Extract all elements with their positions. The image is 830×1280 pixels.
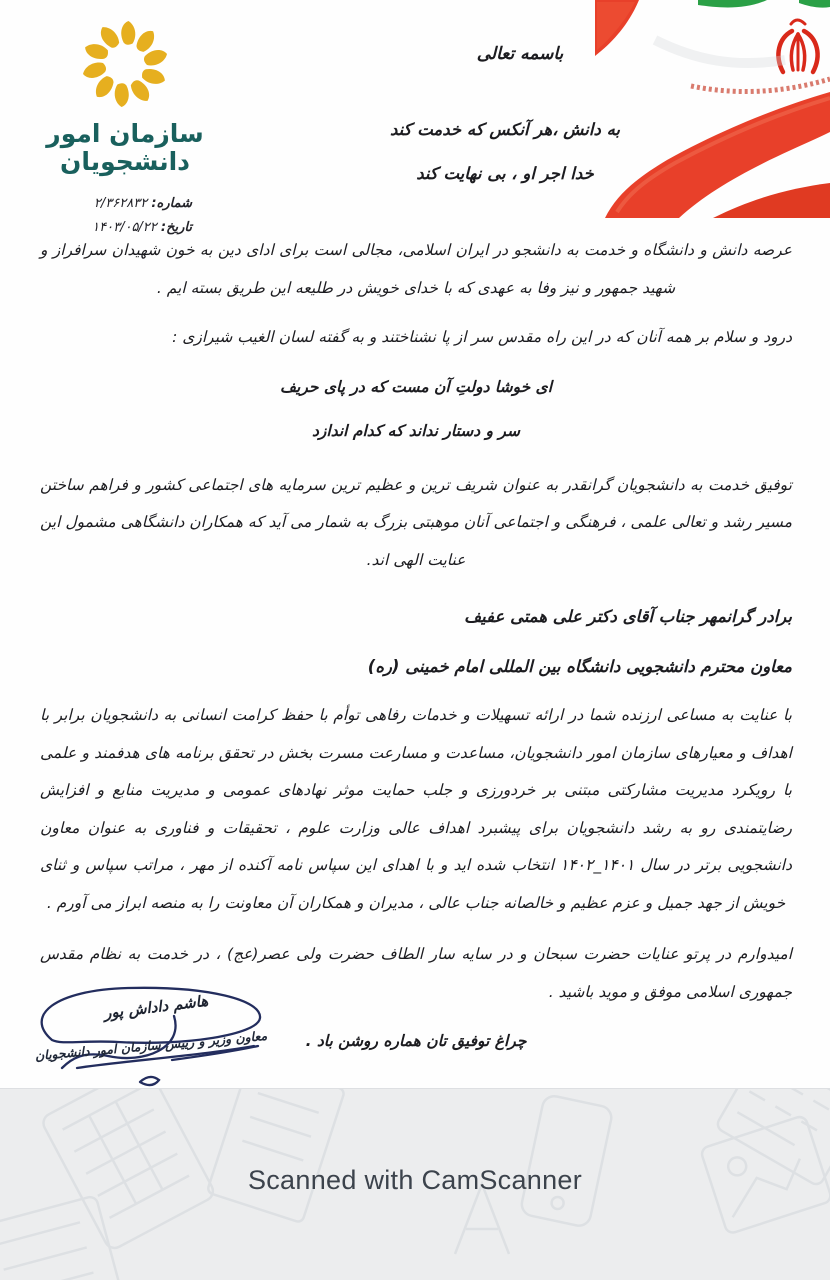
- body-paragraph-2: درود و سلام بر همه آنان که در این راه مقدس سر از پا نشناختند و به گفته لسان الغیب شیرازی :: [172, 328, 792, 346]
- hafez-couplet-line2: سر و دستار نداند که کدام اندازد: [312, 421, 520, 440]
- camscanner-footer: [0, 1088, 830, 1280]
- org-logo-block: [40, 14, 210, 240]
- phone-icon: [520, 1094, 614, 1228]
- hafez-couplet-line1: ای خوشا دولتِ آن مست که در پای حریف: [279, 377, 552, 396]
- body-paragraph-5: امیدوارم در پرتو عنایات حضرت سبحان و در سایه سار الطاف حضرت ولی عصر(عج) ، در خدمت به نظام مقدس جمهوری اسلامی موفق و موید باشید .: [40, 945, 792, 1001]
- opening-couplet-line2: خدا اجر او ، بی نهایت کند: [416, 163, 594, 183]
- hafez-couplet: [40, 365, 792, 453]
- org-name: [40, 120, 210, 176]
- org-name-line1: سازمان امور: [46, 119, 204, 148]
- closing-line: چراغ توفیق تان هماره روشن باد .: [305, 1032, 527, 1051]
- date-label: تاریخ:: [160, 220, 192, 236]
- opening-couplet-line1: به دانش ،هر آنکس که خدمت کند: [389, 120, 621, 139]
- letter-number-row: [40, 192, 192, 216]
- addressee-title-line: معاون محترم دانشجویی دانشگاه بین المللی امام خمینی (ره): [367, 657, 792, 677]
- date-value: ۱۴۰۳/۰۵/۲۲: [92, 220, 157, 236]
- notebook-icon: [0, 1195, 124, 1280]
- signatory-title: معاون وزیر و رییس سازمان امور دانشجویان: [34, 1027, 268, 1064]
- signature-block: [22, 978, 302, 1093]
- bismillah-text: باسمه تعالی: [476, 44, 564, 64]
- sunburst-logo-icon: [73, 14, 177, 114]
- letter-body: [40, 232, 792, 1073]
- body-paragraph-3: توفیق خدمت به دانشجویان گرانقدر به عنوان شریف ترین و عظیم ترین سرمایه های اجتماعی کشور و فراهم ساختن مسیر رشد و تعالی علمی ، فرهنگی و اجتماعی آنان موهبتی بزرگ به شمار می آید که همکاران دانشگاهی مشمول این عنایت الهی اند.: [40, 475, 792, 569]
- addressee-name-line: برادر گرانمهر جناب آقای دکتر علی همتی عفیف: [464, 607, 792, 627]
- camscanner-footer-text: Scanned with CamScanner: [247, 1165, 583, 1195]
- opening-couplet: [350, 108, 660, 195]
- body-paragraph-4: با عنایت به مساعی ارزنده شما در ارائه تسهیلات و خدمات رفاهی توأم با حفظ کرامت انسانی به دانشجویان برابر با اهداف و معیارهای سازمان امور دانشجویان، مساعدت و مسارعت مسرت بخش در تحقق برنامه های هدفمند و علمی با رویکرد مدیریت مشارکتی مبتنی بر خردورزی و جلب حمایت موثر نهادهای عمومی و مدیریت منابع و افزایش رضایتمندی رو به رشد دانشجویان برای پیشبرد اهداف عالی وزارت علوم ، تحقیقات و فناوری به عنوان معاون دانشجویی برتر در سال ۱۴۰۱_۱۴۰۲ انتخاب شده اید و با اهدای این سپاس نامه آکنده از مهر ، مراتب سپاس و ثنای خویش از جهد جمیل و عزم عظیم و خالصانه جناب عالی ، مدیران و همکاران آن معاونت را به منصه ابراز می آورم .: [40, 706, 793, 912]
- body-paragraph-1: عرصه دانش و دانشگاه و خدمت به دانشجو در ایران اسلامی، مجالی است برای ادای دین به خون شهیدان سرافراز و شهید جمهور و نیز وفا به عهدی که با خدای خویش در طلیعه این طریق بسته ایم .: [40, 241, 792, 297]
- number-value: ۲/۳۶۲۸۳۲: [93, 196, 148, 211]
- signatory-name: هاشم داداش پور: [102, 991, 210, 1023]
- number-label: شماره:: [151, 196, 192, 211]
- document-icon: [207, 1089, 345, 1223]
- org-name-line2: دانشجویان: [59, 147, 191, 176]
